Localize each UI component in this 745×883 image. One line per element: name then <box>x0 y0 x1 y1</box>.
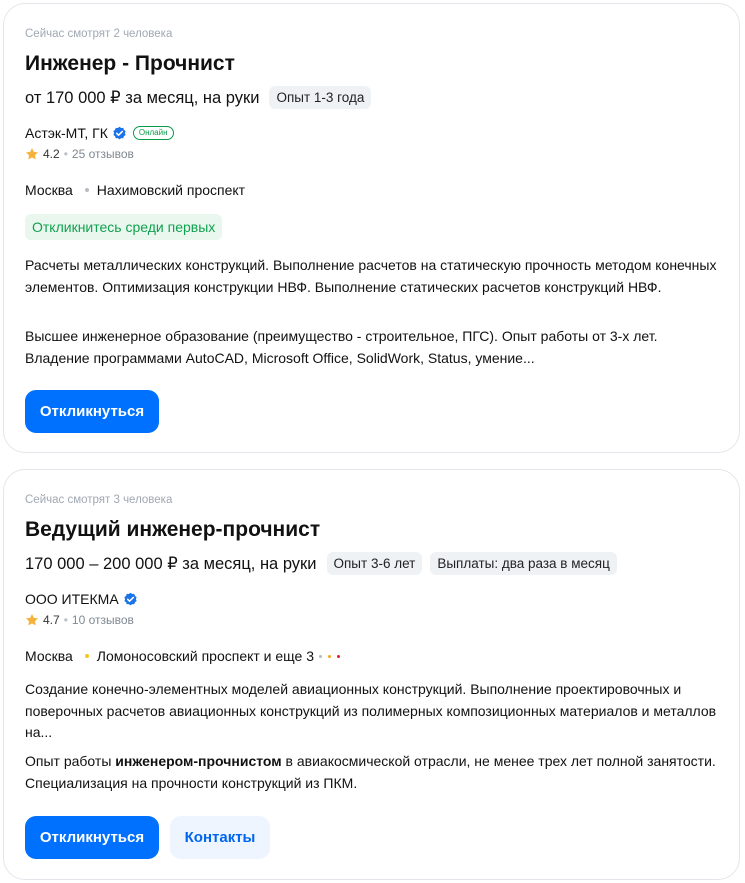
responsibilities-text: Создание конечно-элементных моделей авиационных конструкций. Выполнение проектировочных и поверочных расчетов авиационных конструкций из полимерных композиционных материалов и металлов на... <box>25 681 717 740</box>
reviews-count: 25 отзывов <box>71 147 134 161</box>
metro-station: Ломоносовский проспект и еще 3 <box>96 648 315 664</box>
payment-tag: Выплаты: два раза в месяц <box>430 552 616 575</box>
requirements-text-part: Опыт работы <box>25 753 116 769</box>
company-name[interactable]: ООО ИТЕКМА <box>25 591 119 607</box>
experience-tag: Опыт 3-6 лет <box>327 552 423 575</box>
apply-button[interactable]: Откликнуться <box>25 816 159 859</box>
metro-line-icon <box>85 654 89 658</box>
online-badge: Онлайн <box>133 126 174 140</box>
metro-line-icon <box>337 655 340 658</box>
city: Москва <box>25 648 73 664</box>
respond-early-badge: Откликнитесь среди первых <box>25 214 222 240</box>
metro-station: Нахимовский проспект <box>96 182 246 198</box>
vacancy-card[interactable] <box>3 469 740 880</box>
vacancy-title[interactable]: Инженер - Прочнист <box>25 52 235 75</box>
responsibilities-text: Расчеты металлических конструкций. Выполнение расчетов на статическую прочность методом конечных элементов. Оптимизация конструкции НВФ. Выполнение статических расчетов конструкций НВФ. <box>25 257 717 295</box>
rating-value: 4.2 <box>43 147 60 161</box>
location-row <box>25 182 245 198</box>
requirements-text <box>25 751 725 794</box>
company-name[interactable]: Астэк-МТ, ГК <box>25 125 108 141</box>
metro-line-icon <box>328 655 331 658</box>
extra-metro-lines <box>319 655 340 658</box>
requirements-text: Высшее инженерное образование (преимущество - строительное, ПГС). Опыт работы от 3-х лет. Владение программами AutoCAD, Microsoft Office, SolidWork, Status, умение... <box>25 328 658 366</box>
location-row <box>25 648 340 664</box>
salary: от 170 000 ₽ за месяц, на руки <box>25 88 260 107</box>
star-icon <box>25 613 39 627</box>
rating-row[interactable] <box>25 613 134 627</box>
salary-row <box>25 552 617 575</box>
experience-tag: Опыт 1-3 года <box>269 86 371 109</box>
reviews-count: 10 отзывов <box>71 613 134 627</box>
salary-row <box>25 86 371 109</box>
salary: 170 000 – 200 000 ₽ за месяц, на руки <box>25 554 317 573</box>
rating-value: 4.7 <box>43 613 60 627</box>
rating-row[interactable] <box>25 147 134 161</box>
verified-icon <box>123 592 138 607</box>
metro-line-icon <box>319 655 322 658</box>
requirements-text-part: в авиакосмической отрасли, не менее трех лет полной занятости. Специализация на прочности конструкций из ПКМ. <box>25 753 716 791</box>
verified-icon <box>112 126 127 141</box>
vacancy-title[interactable]: Ведущий инженер-прочнист <box>25 518 321 541</box>
separator-dot: • <box>63 613 68 627</box>
watching-count: Сейчас смотрят 3 человека <box>25 494 173 506</box>
requirements-highlight: инженером-прочнистом <box>115 753 282 769</box>
company-row <box>25 125 174 141</box>
watching-count: Сейчас смотрят 2 человека <box>25 28 173 40</box>
apply-button[interactable]: Откликнуться <box>25 390 159 433</box>
star-icon <box>25 147 39 161</box>
metro-line-icon <box>85 188 89 192</box>
vacancy-card[interactable] <box>3 3 740 453</box>
city: Москва <box>25 182 73 198</box>
contacts-button[interactable]: Контакты <box>170 816 270 859</box>
separator-dot: • <box>63 147 68 161</box>
company-row <box>25 591 138 607</box>
